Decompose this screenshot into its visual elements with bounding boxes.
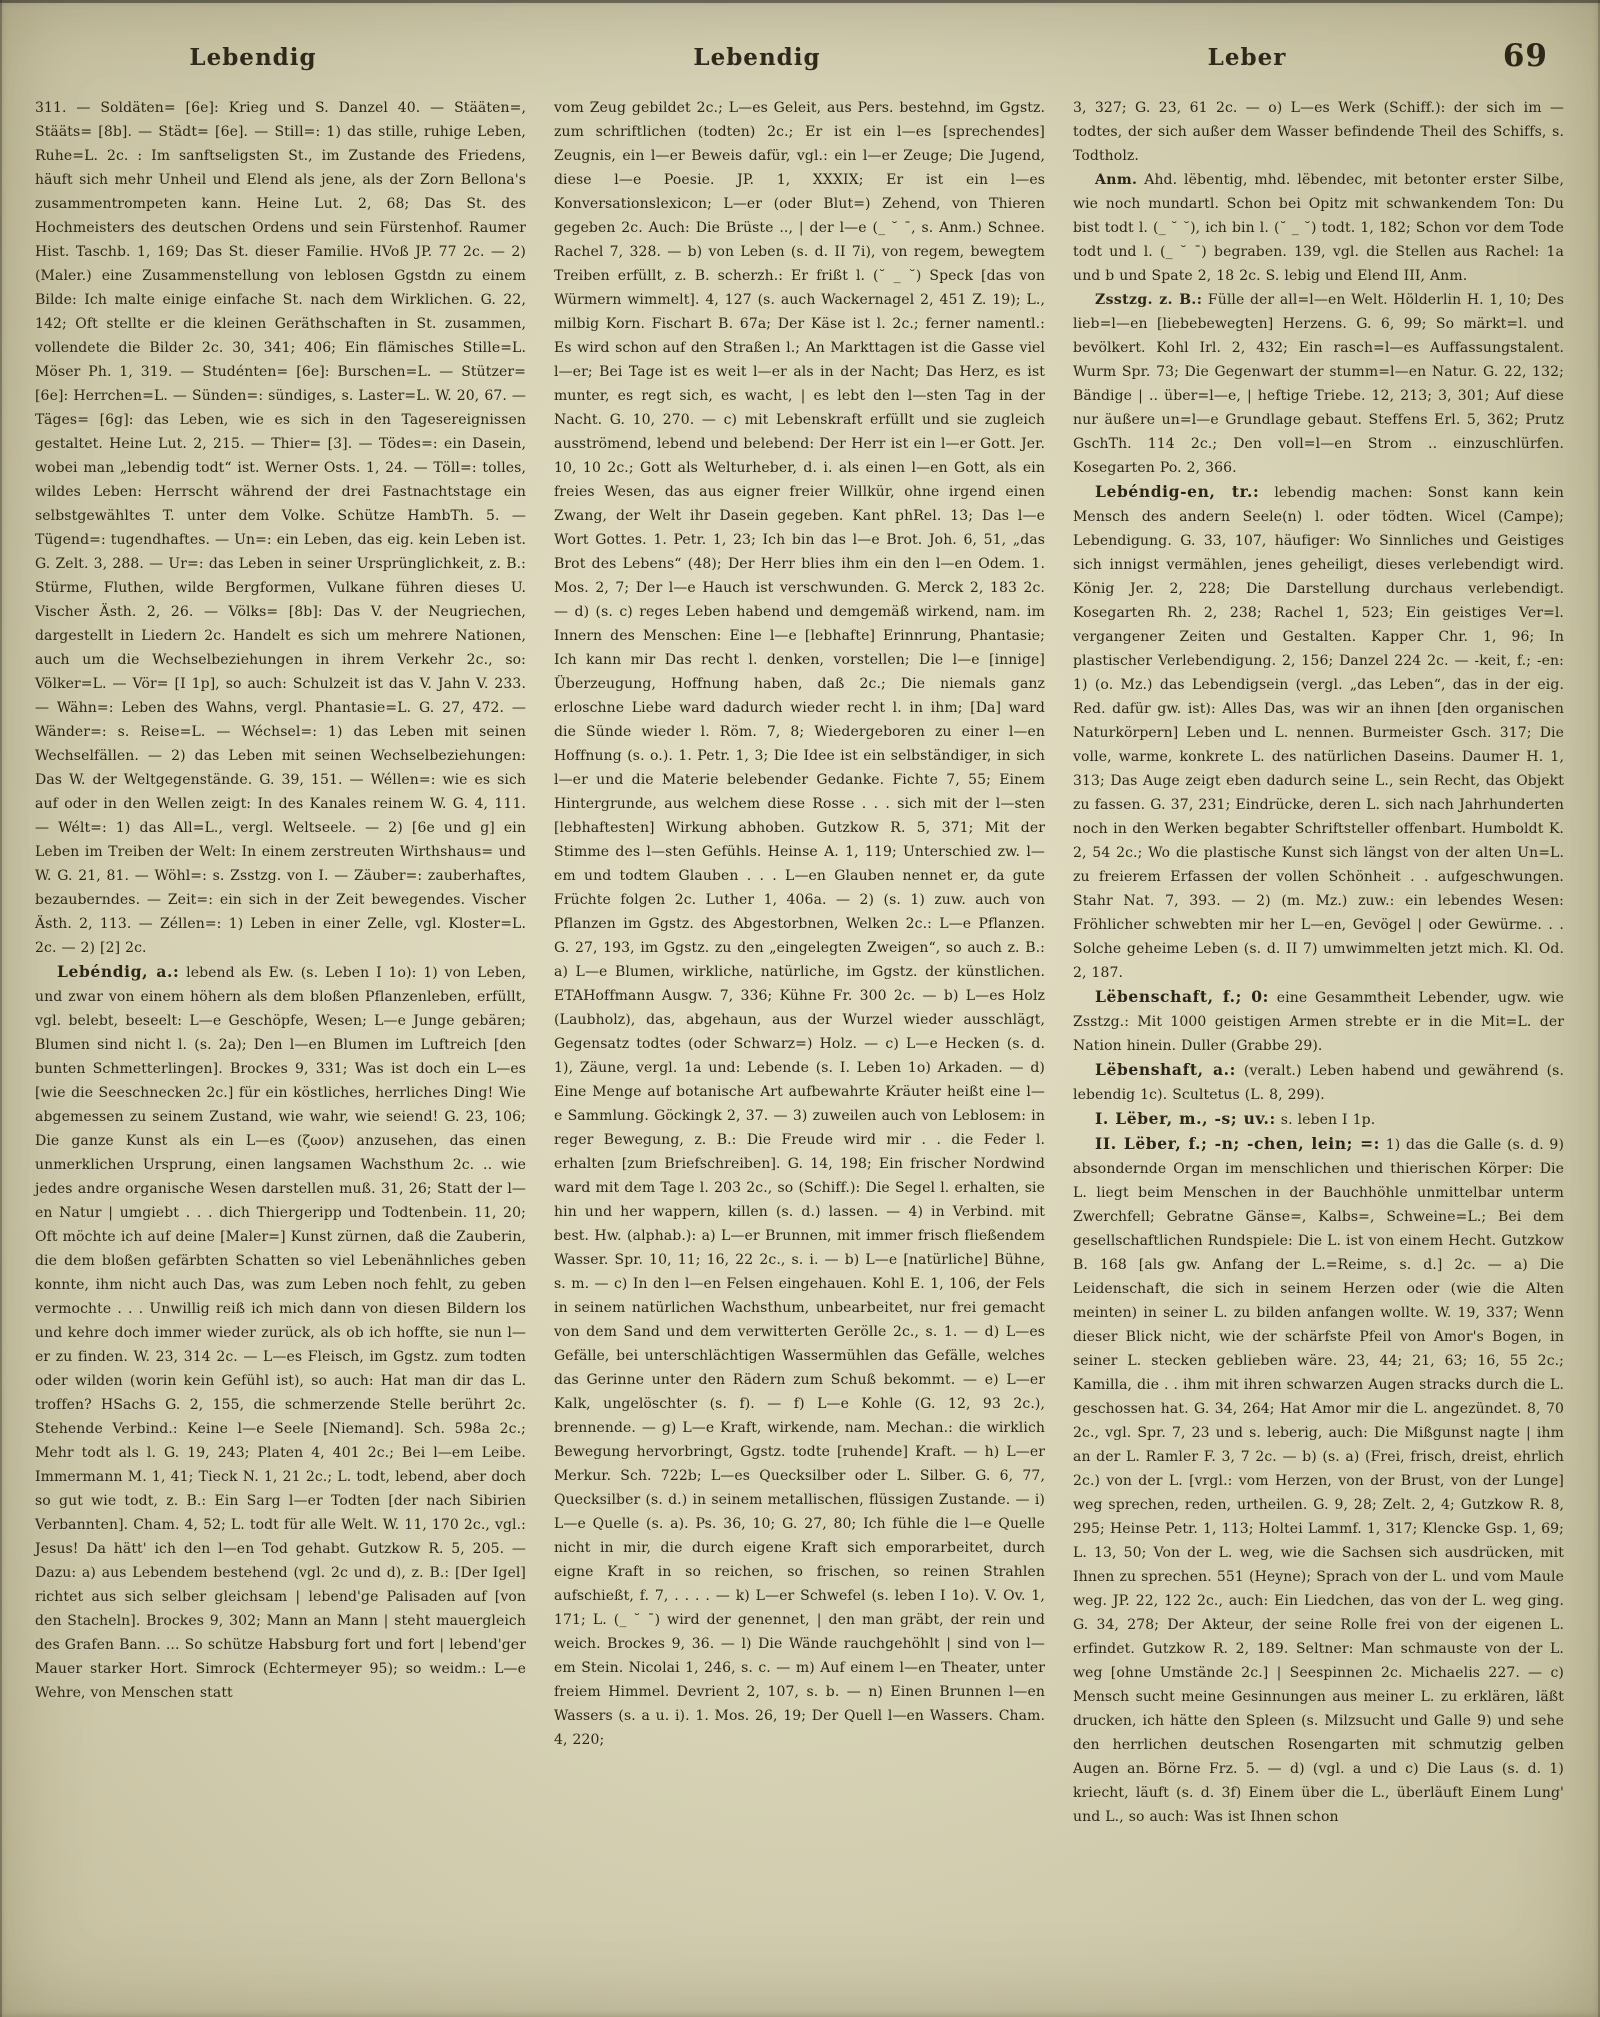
compound-list-continuation: [35, 96, 526, 960]
headword-lebenshaft: Lëbenshaft, a.:: [1095, 1060, 1236, 1079]
headword-leber-2: II. Lëber, f.; -n; -chen, lein; =:: [1095, 1134, 1381, 1153]
paragraph-text: 3, 327; G. 23, 61 2c. — o) L—es Werk (Schiff.): der sich im — todtes, der sich außer dem Wasser befindende Theil des Schiffs, s. Todtholz.: [1073, 100, 1564, 164]
headword-lebendigen: Lebéndig-en, tr.:: [1095, 482, 1260, 501]
text-columns: [35, 96, 1565, 1829]
paragraph-text: vom Zeug gebildet 2c.; L—es Geleit, aus Pers. bestehnd, im Ggstz. zum schriftlichen (todten) 2c.; Er ist ein l—es [sprechendes] Zeugnis, ein l—er Beweis dafür, vgl.: ein l—er Zeuge; Die Jugend, diese l—e Poesie. JP. 1, XXXIX; Er ist ein l—es Konversationslexicon; L—er (oder Blut=) Zehend, von Thieren gegeben 2c. Auch: Die Brüste .., | der l—e (_ ˘ ¯, s. Anm.) Schnee. Rachel 7, 328. — b) von Leben (s. d. II 7i), von regem, bewegtem Treiben erfüllt, z. B. scherzh.: Er frißt l. (˘ _ ˘) Speck [das von Würmern wimmelt]. 4, 127 (s. auch Wackernagel 2, 451 Z. 19); L., milbig Korn. Fischart B. 67a; Der Käse ist l. 2c.; ferner namentl.: Es wird schon auf den Straßen l.; An Markttagen ist die Gasse viel l—er; Bei Tage ist es weit l—er als in der Nacht; Das Herz, es ist munter, es regt sich, es wacht, | es lebt den l—sten Tag in der Nacht. G. 10, 270. — c) mit Lebenskraft erfüllt und sie zugleich ausströmend, lebend und belebend: Der Herr ist ein l—er Gott. Jer. 10, 10 2c.; Gott als Welturheber, d. i. als einen l—en Gott, als ein freies Wesen, das aus eigner freier Willkür, ohne irgend einen Zwang, der Welt ihr Dasein gegeben. Kant phRel. 13; Das l—e Wort Gottes. 1. Petr. 1, 23; Ich bin das l—e Brot. Joh. 6, 51, „das Brot des Lebens“ (48); Der Herr blies ihm ein den l—en Odem. 1. Mos. 2, 7; Der l—e Hauch ist verschwunden. G. Merck 2, 183 2c. — d) (s. c) reges Leben habend und demgemäß wirkend, nam. im Innern des Menschen: Eine l—e [lebhafte] Erinnrung, Phantasie; Ich kann mir Das recht l. denken, vorstellen; Die l—e [innige] Überzeugung, Hoffnung haben, daß 2c.; Die niemals ganz erloschne Liebe ward dadurch wieder recht l. in ihm; [Da] ward die Sünde wieder l. Röm. 7, 8; Wiedergeboren zu einer l—en Hoffnung (s. o.). 1. Petr. 1, 3; Die Idee ist ein selbständiger, in sich l—er und die Materie belebender Gedanke. Fichte 7, 55; Einem Hintergrunde, aus welchem diese Rosse . . . sich mit der l—sten [lebhaftesten] Wirkung abhoben. Gutzkow R. 5, 371; Mit der Stimme des l—sten Gefühls. Heinse A. 1, 119; Unterschied zw. l—em und todtem Glauben . . . L—en Glauben nennet er, da gute Früchte folgen 2c. Luther 1, 406a. — 2) (s. 1) zuw. auch von Pflanzen im Ggstz. des Abgestorbnen, Welken 2c.: L—e Pflanzen. G. 27, 193, im Ggstz. zu den „eingelegten Zweigen“, so auch z. B.: a) L—e Blumen, wirkliche, natürliche, im Ggstz. der künstlichen. ETAHoffmann Ausgw. 7, 336; Kühne Fr. 300 2c. — b) L—es Holz (Laubholz), das, abgehaun, aus der Wurzel wieder ausschlägt, Gegensatz todtes (oder Schwarz=) Holz. — c) L—e Hecken (s. d. 1), Zäune, vergl. 1a und: Lebende (s. I. Leben 1o) Arkaden. — d) Eine Menge auf botanische Art aufbewahrte Kräuter heißt eine l—e Sammlung. Göckingk 2, 37. — 3) zuweilen auch von Leblosem: in reger Bewegung, z. B.: Die Freude wird mir . . die Feder l. erhalten [zum Briefschreiben]. G. 14, 198; Ein frischer Nordwind ward mit dem Tage l. 203 2c., so (Schiff.): Die Segel l. erhalten, sie hin und her wappern, killen (s. d.) lassen. — 4) in Verbind. mit best. Hw. (alphab.): a) L—er Brunnen, mit immer frisch fließendem Wasser. Spr. 10, 11; 16, 22 2c., s. i. — b) L—e [natürliche] Bühne, s. m. — c) In den l—en Felsen eingehauen. Kohl E. 1, 106, der Fels in seinem natürlichen Wachsthum, unbearbeitet, nur frei gemacht von dem Sand und dem verwitterten Gerölle 2c., s. 1. — d) L—es Gefälle, bei unterschlächtigen Wassermühlen das Gefälle, welches das Gerinne unter den Rädern zum Schuß bekommt. — e) L—er Kalk, ungelöschter (s. f). — f) L—e Kohle (G. 12, 93 2c.), brennende. — g) L—e Kraft, wirkende, nam. Mechan.: die wirklich Bewegung hervorbringt, Ggstz. todte [ruhende] Kraft. — h) L—er Merkur. Sch. 722b; L—es Quecksilber oder L. Silber. G. 6, 77, Quecksilber (s. d.) in seinem metallischen, flüssigen Zustande. — i) L—e Quelle (s. a). Ps. 36, 10; G. 27, 80; Ich fühle die l—e Quelle nicht in mir, die durch eigene Kraft sich emporarbeitet, durch eigne Kraft in so reichen, so frischen, so reinen Strahlen aufschießt, f. 7, . . . . — k) L—er Schwefel (s. leben I 1o). V. Ov. 1, 171; L. (_ ˘ ¯) wird der genennet, | den man gräbt, der rein und weich. Brockes 9, 36. — l) Die Wände rauchgehöhlt | sind von l—em Stein. Nicolai 1, 246, s. c. — m) Auf einem l—en Theater, unter freiem Himmel. Devrient 2, 107, s. b. — n) Einen Brunnen l—en Wassers (s. a u. i). 1. Mos. 26, 19; Der Quell l—en Wassers. Cham. 4, 220;: [554, 100, 1045, 1748]
paragraph-text: eine Gesammtheit Lebender, ugw. wie Zsstzg.: Mit 1000 geistigen Armen strebte er in die Mit=L. der Nation hinein. Duller (Grabbe 29).: [1073, 990, 1564, 1054]
entry-leber-1: [1073, 1107, 1564, 1132]
headword-lebenschaft: Lëbenschaft, f.; 0:: [1095, 987, 1269, 1006]
paragraph-text: (veralt.) Leben habend und gewährend (s. lebendig 1c). Scultetus (L. 8, 299).: [1073, 1063, 1564, 1103]
entry-lebendig: [35, 960, 526, 1705]
entry-lebendig-continuation: [554, 96, 1045, 1752]
entry-lebendig-continuation-2: [1073, 96, 1564, 168]
column-left: [35, 96, 526, 1705]
running-head-center: Lebendig: [693, 44, 821, 71]
entry-lebenschaft: [1073, 985, 1564, 1058]
paragraph-text: 1) das die Galle (s. d. 9) absondernde Organ im menschlichen und thierischen Körper: Die L. liegt beim Menschen in der Bauchhöhle unmittelbar unterm Zwerchfell; Gebratne Gänse=, Kalbs=, Schweine=L.; Bei dem gesellschaftlichen Rundspiele: Die L. ist von einem Hecht. Gutzkow B. 168 [als gw. Anfang der L.=Reime, s. d.] 2c. — a) Die Leidenschaft, die sich in seinem Herzen oder (wie die Alten meinten) in seiner L. zu bilden anfangen wollte. W. 19, 337; Wenn dieser Blick nicht, wie der schärfste Pfeil von Amor's Bogen, in seiner L. stecken geblieben wäre. 23, 44; 21, 63; 16, 55 2c.; Kamilla, die . . ihm mit ihren schwarzen Augen stracks durch die L. geschossen hat. G. 34, 264; Hat Amor mir die L. angezündet. 8, 70 2c., vgl. Spr. 7, 23 und s. leberig, auch: Die Mißgunst nagte | ihm an der L. Ramler F. 3, 7 2c. — b) (s. a) (Frei, frisch, dreist, ehrlich 2c.) von der L. [vrgl.: vom Herzen, von der Brust, von der Lunge] weg sprechen, reden, urtheilen. G. 9, 28; Zelt. 2, 4; Gutzkow R. 8, 295; Heinse Petr. 1, 113; Holtei Lammf. 1, 317; Klencke Gsp. 1, 69; L. 13, 50; Von der L. weg, wie die Sachsen sich ausdrücken, mit Ihnen zu sprechen. 551 (Heyne); Sprach von der L. und vom Maule weg. JP. 22, 122 2c., auch: Ein Liedchen, das von der L. weg ging. G. 34, 278; Der Akteur, der seine Rolle frei von der eigenen L. erfindet. Gutzkow R. 2, 189. Seltner: Man schmauste von der L. weg [ohne Umstände 2c.] | Seespinnen 2c. Michaelis 227. — c) Mensch sucht meine Gesinnungen aus meiner L. zu erklären, läßt drucken, ich hätte den Spleen (s. Milzsucht und Galle 9) und sehe den herrlichen deutschen Rosengarten mit schmutzig gelben Augen an. Börne Frz. 5. — d) (vgl. a und c) Die Laus (s. d. 1) kriecht, läuft (s. d. 3f) Einem über die L., überläuft Einem Lung' und L., so auch: Was ist Ihnen schon: [1073, 1137, 1565, 1825]
entry-leber-2: [1073, 1132, 1564, 1829]
anmerkung-paragraph: [1073, 168, 1564, 288]
running-head-right: Leber: [1207, 44, 1287, 71]
paragraph-text: 311. — Soldäten= [6e]: Krieg und S. Danzel 40. — Stääten=, Stääts= [8b]. — Städt= [6e]. — Still=: 1) das stille, ruhige Leben, Ruhe=L. 2c. : Im sanftseligsten St., im Zustande des Friedens, häuft sich mehr Unheil und Elend als jene, als der Zorn Bellona's zusammentrompeten kann. Heine Lut. 2, 68; Das St. des Hochmeisters des deutschen Ordens und sein Fürstenhof. Raumer Hist. Taschb. 1, 169; Das St. dieser Familie. HVoß JP. 77 2c. — 2) (Maler.) eine Zusammenstellung von leblosen Ggstdn zu einem Bilde: Ich malte einige einfache St. nach dem Wirklichen. G. 22, 142; Oft stellte er die kleinen Geräthschaften in St. zusammen, vollendete die Bilder 2c. 30, 341; 406; Ein flämisches Stille=L. Möser Ph. 1, 319. — Studénten= [6e]: Burschen=L. — Stützer= [6e]: Herrchen=L. — Sünden=: sündiges, s. Laster=L. W. 20, 67. — Täges= [6g]: das Leben, wie es sich in den Tagesereignissen gestaltet. Heine Lut. 2, 215. — Thier= [3]. — Tödes=: ein Dasein, wobei man „lebendig todt“ ist. Werner Osts. 1, 24. — Töll=: tolles, wildes Leben: Herrscht während der drei Fastnachtstage ein selbstgewähltes T. unter dem Volke. Schütze HambTh. 5. — Tügend=: tugendhaftes. — Un=: ein Leben, das eig. kein Leben ist. G. Zelt. 3, 288. — Ur=: das Leben in seiner Ursprünglichkeit, z. B.: Stürme, Fluthen, wilde Bergformen, Vulkane führen dieses U. Vischer Ästh. 2, 26. — Völks= [8b]: Das V. der Neugriechen, dargestellt in Liedern 2c. Handelt es sich um mehrere Nationen, auch um die Wechselbeziehungen in ihrem Verkehr 2c., so: Völker=L. — Vör= [I 1p], so auch: Schulzeit ist das V. Jahn V. 233. — Wähn=: Leben des Wahns, vergl. Phantasie=L. G. 27, 472. — Wänder=: s. Reise=L. — Wéchsel=: 1) das Leben mit seinen Wechselfällen. — 2) das Leben mit seinen Wechselbeziehungen: Das W. der Weltgegenstände. G. 39, 151. — Wéllen=: wie es sich auf oder in den Wellen zeigt: In des Kanales reinem W. G. 4, 111. — Wélt=: 1) das All=L., vergl. Weltseele. — 2) [6e und g] ein Leben im Treiben der Welt: In einem zerstreuten Wirthshaus= und W. G. 21, 81. — Wöhl=: s. Zsstzg. von I. — Zäuber=: zauberhaftes, bezauberndes. — Zeit=: ein sich in der Zeit bewegendes. Vischer Ästh. 2, 113. — Zéllen=: 1) Leben in einer Zelle, vgl. Kloster=L. 2c. — 2) [2] 2c.: [35, 100, 526, 956]
paragraph-text: lebend als Ew. (s. Leben I 1o): 1) von Leben, und zwar von einem höhern als dem bloßen Pflanzenleben, erfüllt, vgl. belebt, beseelt: L—e Geschöpfe, Wesen; L—e Junge gebären; Blumen sind nicht l. (s. 2a); Den l—en Blumen im Luftreich [den bunten Schmetterlingen]. Brockes 9, 331; Was ist doch ein L—es [wie die Seeschnecken 2c.] für ein köstliches, herrliches Ding! Wie abgemessen zu seinem Zustand, wie wahr, wie seiend! G. 23, 106; Die ganze Kunst als ein L—es (ζωον) anzusehen, das einen unmerklichen Ursprung, einen langsamen Wachsthum 2c. .. wie jedes andre organische Wesen darstellen muß. 31, 26; Statt der l—en Natur | umgiebt . . . dich Thiergeripp und Todtenbein. 11, 20; Oft möchte ich auf deine [Maler=] Kunst zürnen, daß die Zauberin, die dem bloßen gefärbten Schatten so viel Lebenähnliches geben konnte, ihm nicht auch Das, was zum Leben noch fehlt, zu geben vermochte . . . Unwillig reiß ich mich dann von diesen Bildern los und kehre doch immer wieder zurück, als ob ich hoffte, sie nun l—er zu finden. W. 23, 314 2c. — L—es Fleisch, im Ggstz. zum todten oder wilden (worin kein Gefühl ist), so auch: Hat man dir das L. troffen? HSachs G. 2, 155, die schmerzende Stelle berührt 2c. Stehende Verbind.: Keine l—e Seele [Niemand]. Sch. 598a 2c.; Mehr todt als l. G. 19, 243; Platen 4, 401 2c.; Bei l—em Leibe. Immermann M. 1, 41; Tieck N. 1, 21 2c.; L. todt, lebend, aber doch so gut wie todt, z. B.: Ein Sarg l—er Todten [der nach Sibirien Verbannten]. Cham. 4, 52; L. todt für alle Welt. W. 11, 170 2c., vgl.: Jesus! Da hätt' ich den l—en Tod gehabt. Gutzkow R. 5, 205. — Dazu: a) aus Lebendem bestehend (vgl. 2c und d), z. B.: [Der Igel] richtet aus sich selber gleichsam | lebend'ge Palisaden auf [von den Stacheln]. Brockes 9, 302; Mann an Mann | steht mauergleich des Grafen Bann. ... So schütze Habsburg fort und fort | lebend'ger Mauer starker Hort. Simrock (Echtermeyer 95); so weidm.: L—e Wehre, von Menschen statt: [35, 965, 526, 1701]
entry-lebenshaft: [1073, 1058, 1564, 1107]
scan-edge-top: [0, 0, 1600, 3]
running-head: [0, 38, 1600, 84]
paragraph-text: lebendig machen: Sonst kann kein Mensch des andern Seele(n) l. oder tödten. Wicel (Campe); Lebendigung. G. 33, 107, häufiger: Wo Sinnliches und Geistiges sich innigst vermählen, jenes geheiligt, dieses verlebendigt wird. König Jer. 2, 228; Die Darstellung durchaus verlebendigt. Kosegarten Rh. 2, 238; Rachel 1, 523; Ein geistiges Ver=l. vergangener Zeiten und Gestalten. Kapper Chr. 1, 96; In plastischer Verlebendigung. 2, 156; Danzel 224 2c. — -keit, f.; -en: 1) (o. Mz.) das Lebendigsein (vergl. „das Leben“, das in der eig. Red. dafür gw. ist): Alles Das, was wir an ihnen [den organischen Naturkörpern] Leben und L. nennen. Burmeister Gsch. 317; Die volle, warme, konkrete L. des natürlichen Daseins. Daumer H. 1, 313; Das Auge zeigt eben dadurch seine L., sein Recht, das Objekt zu fassen. G. 37, 231; Eindrücke, deren L. sich nach Jahrhunderten noch in den Werken begabter Schriftsteller offenbart. Humboldt K. 2, 54 2c.; Wo die plastische Kunst sich längst von der alten Un=L. zu freierem Erfassen der vollen Schönheit . . aufgeschwungen. Stahr Nat. 7, 393. — 2) (m. Mz.) zuw.: ein lebendes Wesen: Fröhlicher schwebten mir her L—en, Gevögel | oder Gewürme. . . Solche geheime Leben (s. d. II 7) umwimmelten jetzt mich. Kl. Od. 2, 187.: [1073, 485, 1564, 981]
paragraph-text: Fülle der all=l—en Welt. Hölderlin H. 1, 10; Des lieb=l—en [liebebewegten] Herzens. G. 6, 99; So märkt=l. und bevölkert. Kohl Irl. 2, 432; Ein rasch=l—es Auffassungstalent. Wurm Spr. 73; Die Gegenwart der stumm=l—en Natur. G. 22, 132; Bändige | .. über=l—e, | heftige Triebe. 12, 213; 3, 301; Auf diese nur äußere un=l—e Grundlage gebaut. Steffens Erl. 5, 362; Prutz GschTh. 114 2c.; Den voll=l—en Strom .. einzuschlürfen. Kosegarten Po. 2, 366.: [1073, 292, 1564, 476]
page-number: 69: [1502, 38, 1548, 74]
column-middle: [554, 96, 1045, 1752]
headword-lebendig: Lebéndig, a.:: [57, 962, 180, 981]
paragraph-text: Ahd. lëbentig, mhd. lëbendec, mit betonter erster Silbe, wie noch mundartl. Schon bei Opitz mit schwankendem Ton: Du bist todt l. (_ ˘ ˘), ich bin l. (˘ _ ˘) todt. 1, 182; Schon vor dem Tode todt und l. (_ ˘ ¯) begraben. 139, vgl. die Stellen aus Rachel: 1a und b und Spate 2, 18 2c. S. lebig und Elend III, Anm.: [1073, 172, 1564, 284]
running-head-left: Lebendig: [189, 44, 317, 71]
paragraph-text: s. leben I 1p.: [1275, 1112, 1376, 1128]
zsstzg-label: Zsstzg. z. B.:: [1095, 292, 1203, 308]
headword-leber-1: I. Lëber, m., -s; uv.:: [1095, 1109, 1276, 1128]
zusammensetzung-paragraph: [1073, 288, 1564, 480]
scan-edge-left: [0, 0, 2, 2017]
column-right: [1073, 96, 1564, 1829]
entry-lebendigen: [1073, 480, 1564, 985]
anm-label: Anm.: [1095, 172, 1138, 188]
